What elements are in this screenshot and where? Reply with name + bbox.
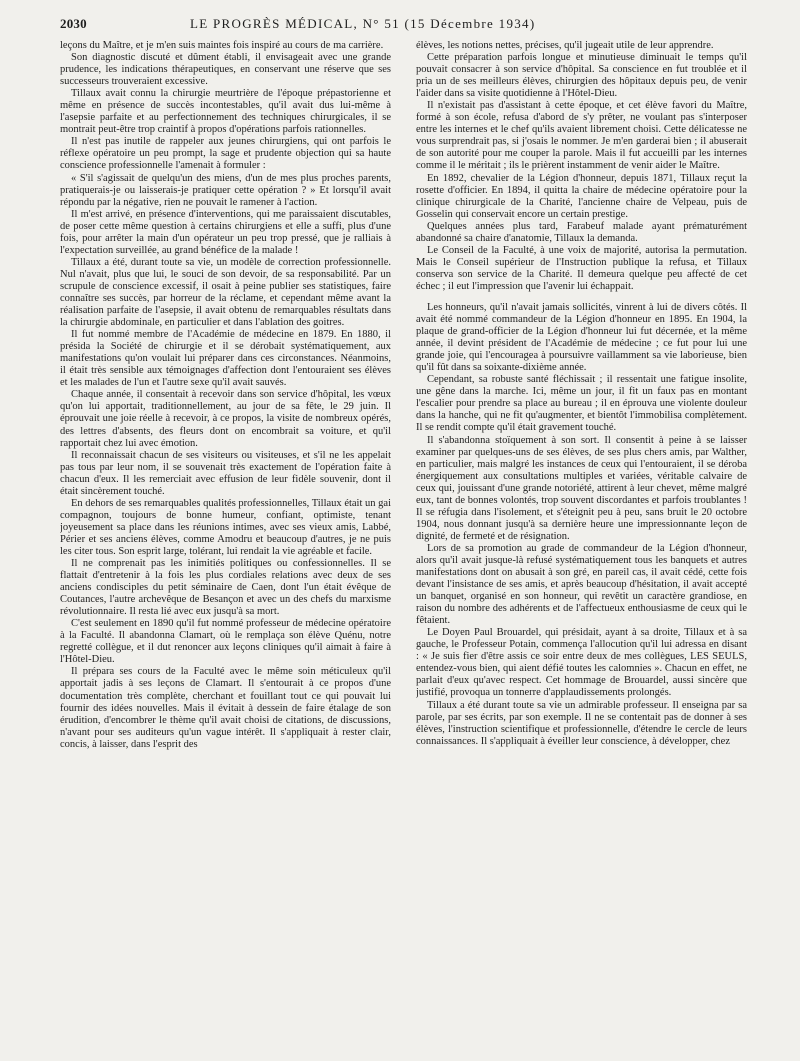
paragraph: Cette préparation parfois longue et minutieuse diminuait le temps qu'il pouvait consacrer à son service d'hôpital. Sa conscience en fut troublée et il pria un de ses meilleurs élèves, chirurgien des hôpitaux depuis peu, de venir l'aider dans sa visite quotidienne à l'Hôtel-Dieu. (416, 52, 747, 100)
paragraph: leçons du Maître, et je m'en suis maintes fois inspiré au cours de ma carrière. (60, 40, 384, 51)
page-number: 2030 (60, 16, 87, 31)
running-header (60, 14, 760, 36)
paragraph: Le Conseil de la Faculté, à une voix de majorité, autorisa la permutation. Mais le Conseil supérieur de l'Instruction publique la refusa, et Tillaux conserva son service de la Charité. Il demeura quelque peu affecté de cet échec ; il eut l'impression que l'avenir lui échappait. (416, 244, 747, 292)
section-gap (416, 293, 747, 302)
paragraph: Il fut nommé membre de l'Académie de médecine en 1879. En 1880, il présida la Société de chirurgie et il se dérobait systématiquement, aux manifestations qu'on voulait lui préparer dans ces circonstances. Néanmoins, il était très sensible aux témoignages d'affection dont l'entouraient ses élèves et les malades de l'un et l'autre sexe qu'il avait sauvés. (60, 329, 391, 389)
paragraph: Il s'abandonna stoïquement à son sort. Il consentit à peine à se laisser examiner par quelques-uns de ses élèves, de ses plus chers amis, par Walther, en particulier, mais malgré les instances de ceux qui l'entouraient, il se déroba énergiquement aux consultations multiples et variées, véritable calvaire de ceux qui, jouissant d'une grande notoriété, attirent à leur chevet, même malgré eux, tant de bonnes volontés, trop souvent discordantes et parfois troublantes ! Il se réfugia dans l'isolement, et s'éteignit peu à peu, sans bruit le 20 octobre 1904, nous donnant jusqu'à sa dernière heure une impressionnante leçon de dignité, de fermeté et de résignation. (416, 434, 747, 542)
paragraph: Il m'est arrivé, en présence d'interventions, qui me paraissaient discutables, de poser cette même question à certains chirurgiens et elle a suffi, plus d'une fois, pour arrêter la main d'un opérateur un peu trop pressé, que je ralliais à l'expectation surveillée, au grand bénéfice de la malade ! (60, 208, 391, 256)
paragraph: Le Doyen Paul Brouardel, qui présidait, ayant à sa droite, Tillaux et à sa gauche, le Professeur Potain, commença l'allocution qu'il lui adressa en disant : « Je suis fier d'être assis ce soir entre deux de mes collègues, LES SEULS, entendez-vous bien, qui aient défié toutes les calomnies ». Chacun en effet, ne parlait d'eux qu'avec respect. Cet hommage de Brouardel, aussi sincère que justifié, provoqua un tonnerre d'applaudissements prolongés. (416, 627, 747, 699)
text-columns (60, 40, 786, 1050)
paragraph: Il n'existait pas d'assistant à cette époque, et cet élève favori du Maître, formé à son école, refusa d'abord de s'y prêter, ne voulant pas s'interposer entre les internes et le chef qu'ils avaient librement choisi. Cette délicatesse ne vous surprendrait pas, si j'osais le nommer. Je m'en garderai bien ; il abuserait de son autorité pour me couper la parole. Mais il fut accueilli par les internes comme il le méritait ; ils le prièrent instamment de venir aider le Maître. (416, 100, 747, 172)
right-column (416, 40, 747, 1048)
paragraph: Tillaux avait connu la chirurgie meurtrière de l'époque prépastorienne et même en présence de succès incontestables, qu'il avait dus lui-même à l'asepsie parfaite et au perfectionnement des techniques chirurgicales, il se montrait peut-être trop craintif à propos d'opérations parfois rationnelles. (60, 88, 391, 136)
paragraph: Quelques années plus tard, Farabeuf malade ayant prématurément abandonné sa chaire d'anatomie, Tillaux la demanda. (416, 220, 747, 244)
paragraph: Il n'est pas inutile de rappeler aux jeunes chirurgiens, qui ont parfois le réflexe opératoire un peu prompt, la sage et prudente objection qui sa haute conscience professionnelle l'amenait à formuler : (60, 136, 391, 172)
left-column (60, 40, 391, 1048)
paragraph: Cependant, sa robuste santé fléchissait ; il ressentait une fatigue insolite, une gêne dans la marche. Ici, même un jour, il fit un faux pas en montant l'escalier pour prendre sa place au bureau ; il en éprouva une violente douleur dans la hanche, qui ne fit qu'augmenter, et bientôt l'immobilisa complètement. Il se rendit compte qu'il était gravement touché. (416, 374, 747, 434)
paragraph: Il prépara ses cours de la Faculté avec le même soin méticuleux qu'il apportait jadis à ses leçons de Clamart. Il s'entourait à ce propos d'une documentation très complète, cherchant et fouillant tout ce qui pouvait lui fournir des idées nouvelles. Mais il évitait à dessein de faire étalage de son érudition, d'encombrer le thème qu'il avait choisi de citations, de discussions, n'avant pour ses auditeurs qu'un vague intérêt. Il s'appliquait à rester clair, concis, à laisser, dans l'esprit des (60, 666, 391, 750)
paragraph: élèves, les notions nettes, précises, qu'il jugeait utile de leur apprendre. (416, 40, 714, 51)
paragraph: Son diagnostic discuté et dûment établi, il envisageait avec une grande prudence, les indications thérapeutiques, en conservant une réserve que ses successeurs trouveraient excessive. (60, 52, 391, 88)
paragraph: C'est seulement en 1890 qu'il fut nommé professeur de médecine opératoire à la Faculté. Il abandonna Clamart, où le remplaça son élève Quénu, notre regretté collègue, et il dut renoncer aux leçons cliniques qu'il aimait à faire à l'Hôtel-Dieu. (60, 618, 391, 666)
paragraph: Tillaux a été, durant toute sa vie, un modèle de correction professionnelle. Nul n'avait, plus que lui, le souci de son devoir, de sa responsabilité. Par un scrupule de conscience excessif, il osait à peine publier ses statistiques, faire connaître ses succès, par horreur de la réclame, et cependant même avant la réalisation parfaite de l'asepsie, il avait obtenu de remarquables résultats dans la chirurgie abdominale, en particulier et dans l'ablation des goitres. (60, 256, 391, 329)
paragraph: Chaque année, il consentait à recevoir dans son service d'hôpital, les vœux qu'on lui apportait, traditionnellement, au jour de sa fête, le 29 juin. Il éprouvait une joie réelle à recevoir, à ce propos, la visite de nombreux opérés, des lettres d'absents, des fleurs dont on encombrait sa voiture, et qu'il rapportait chez lui avec émotion. (60, 389, 391, 449)
paragraph: En 1892, chevalier de la Légion d'honneur, depuis 1871, Tillaux reçut la rosette d'officier. En 1894, il quitta la chaire de médecine opératoire pour la clinique chirurgicale de la Charité, l'ancienne chaire de Velpeau, puis de Gosselin qui conservait encore un certain prestige. (416, 172, 747, 220)
paragraph: Lors de sa promotion au grade de commandeur de la Légion d'honneur, alors qu'il avait jusque-là refusé systématiquement tous les banquets et autres manifestations dont on abusait à son gré, en pareil cas, il avait cédé, cette fois devant l'insistance de ses amis, et après beaucoup d'hésitation, il avait accepté un banquet, organisé en son honneur, qui revêtit un caractère grandiose, en raison du nombre des adhérents et de l'affectueux enthousiasme de ceux qui le fêtaient. (416, 542, 747, 627)
paragraph: Les honneurs, qu'il n'avait jamais sollicités, vinrent à lui de divers côtés. Il avait été nommé commandeur de la Légion d'honneur en 1895. En 1904, la plaque de grand-officier de la Légion d'honneur lui fut décernée, et la même année, il devint président de l'Académie de médecine ; ce fut pour lui une grande joie, qui l'encouragea à poursuivre vaillamment sa vie laborieuse, bien qu'il fût dans sa soixante-dixième année. (416, 301, 747, 374)
paragraph: En dehors de ses remarquables qualités professionnelles, Tillaux était un gai compagnon, toujours de bonne humeur, confiant, optimiste, tenant joyeusement sa place dans les réunions intimes, avec ses vieux amis, Labbé, Périer et ses anciens élèves, comme Amodru et beaucoup d'autres, je ne puis les citer tous. Son esprit large, tolérant, lui rendait la vie agréable et facile. (60, 497, 391, 557)
paragraph: « S'il s'agissait de quelqu'un des miens, d'un de mes plus proches parents, pratiquerais-je ou laisserais-je pratiquer cette opération ? » Et lorsqu'il avait répondu par la négative, rien ne pouvait le ramener à l'action. (60, 172, 391, 208)
paragraph: Il ne comprenait pas les inimitiés politiques ou confessionnelles. Il se flattait d'entretenir à la fois les plus cordiales relations avec deux de ses anciens condisciples du petit séminaire de Caen, dont l'un était évêque de Coutances, l'autre archevêque de Besançon et avec un des chefs du marxisme révolutionnaire. Il resta lié avec eux jusqu'à sa mort. (60, 558, 391, 618)
journal-title: LE PROGRÈS MÉDICAL, N° 51 (15 Décembre 1934) (190, 16, 536, 31)
paragraph: Tillaux a été durant toute sa vie un admirable professeur. Il enseigna par sa parole, par ses écrits, par son exemple. Il ne se contentait pas de donner à ses élèves, l'instruction scientifique et professionnelle, d'étendre le cercle de leurs connaissances. Il s'appliquait à éveiller leur conscience, à développer, chez (416, 699, 747, 747)
paragraph: Il reconnaissait chacun de ses visiteurs ou visiteuses, et s'il ne les appelait pas tous par leur nom, il se souvenait très exactement de l'opération faite à chacun d'eux. Il les remerciait avec effusion de leur fidèle souvenir, dont il était sincèrement touché. (60, 449, 391, 497)
